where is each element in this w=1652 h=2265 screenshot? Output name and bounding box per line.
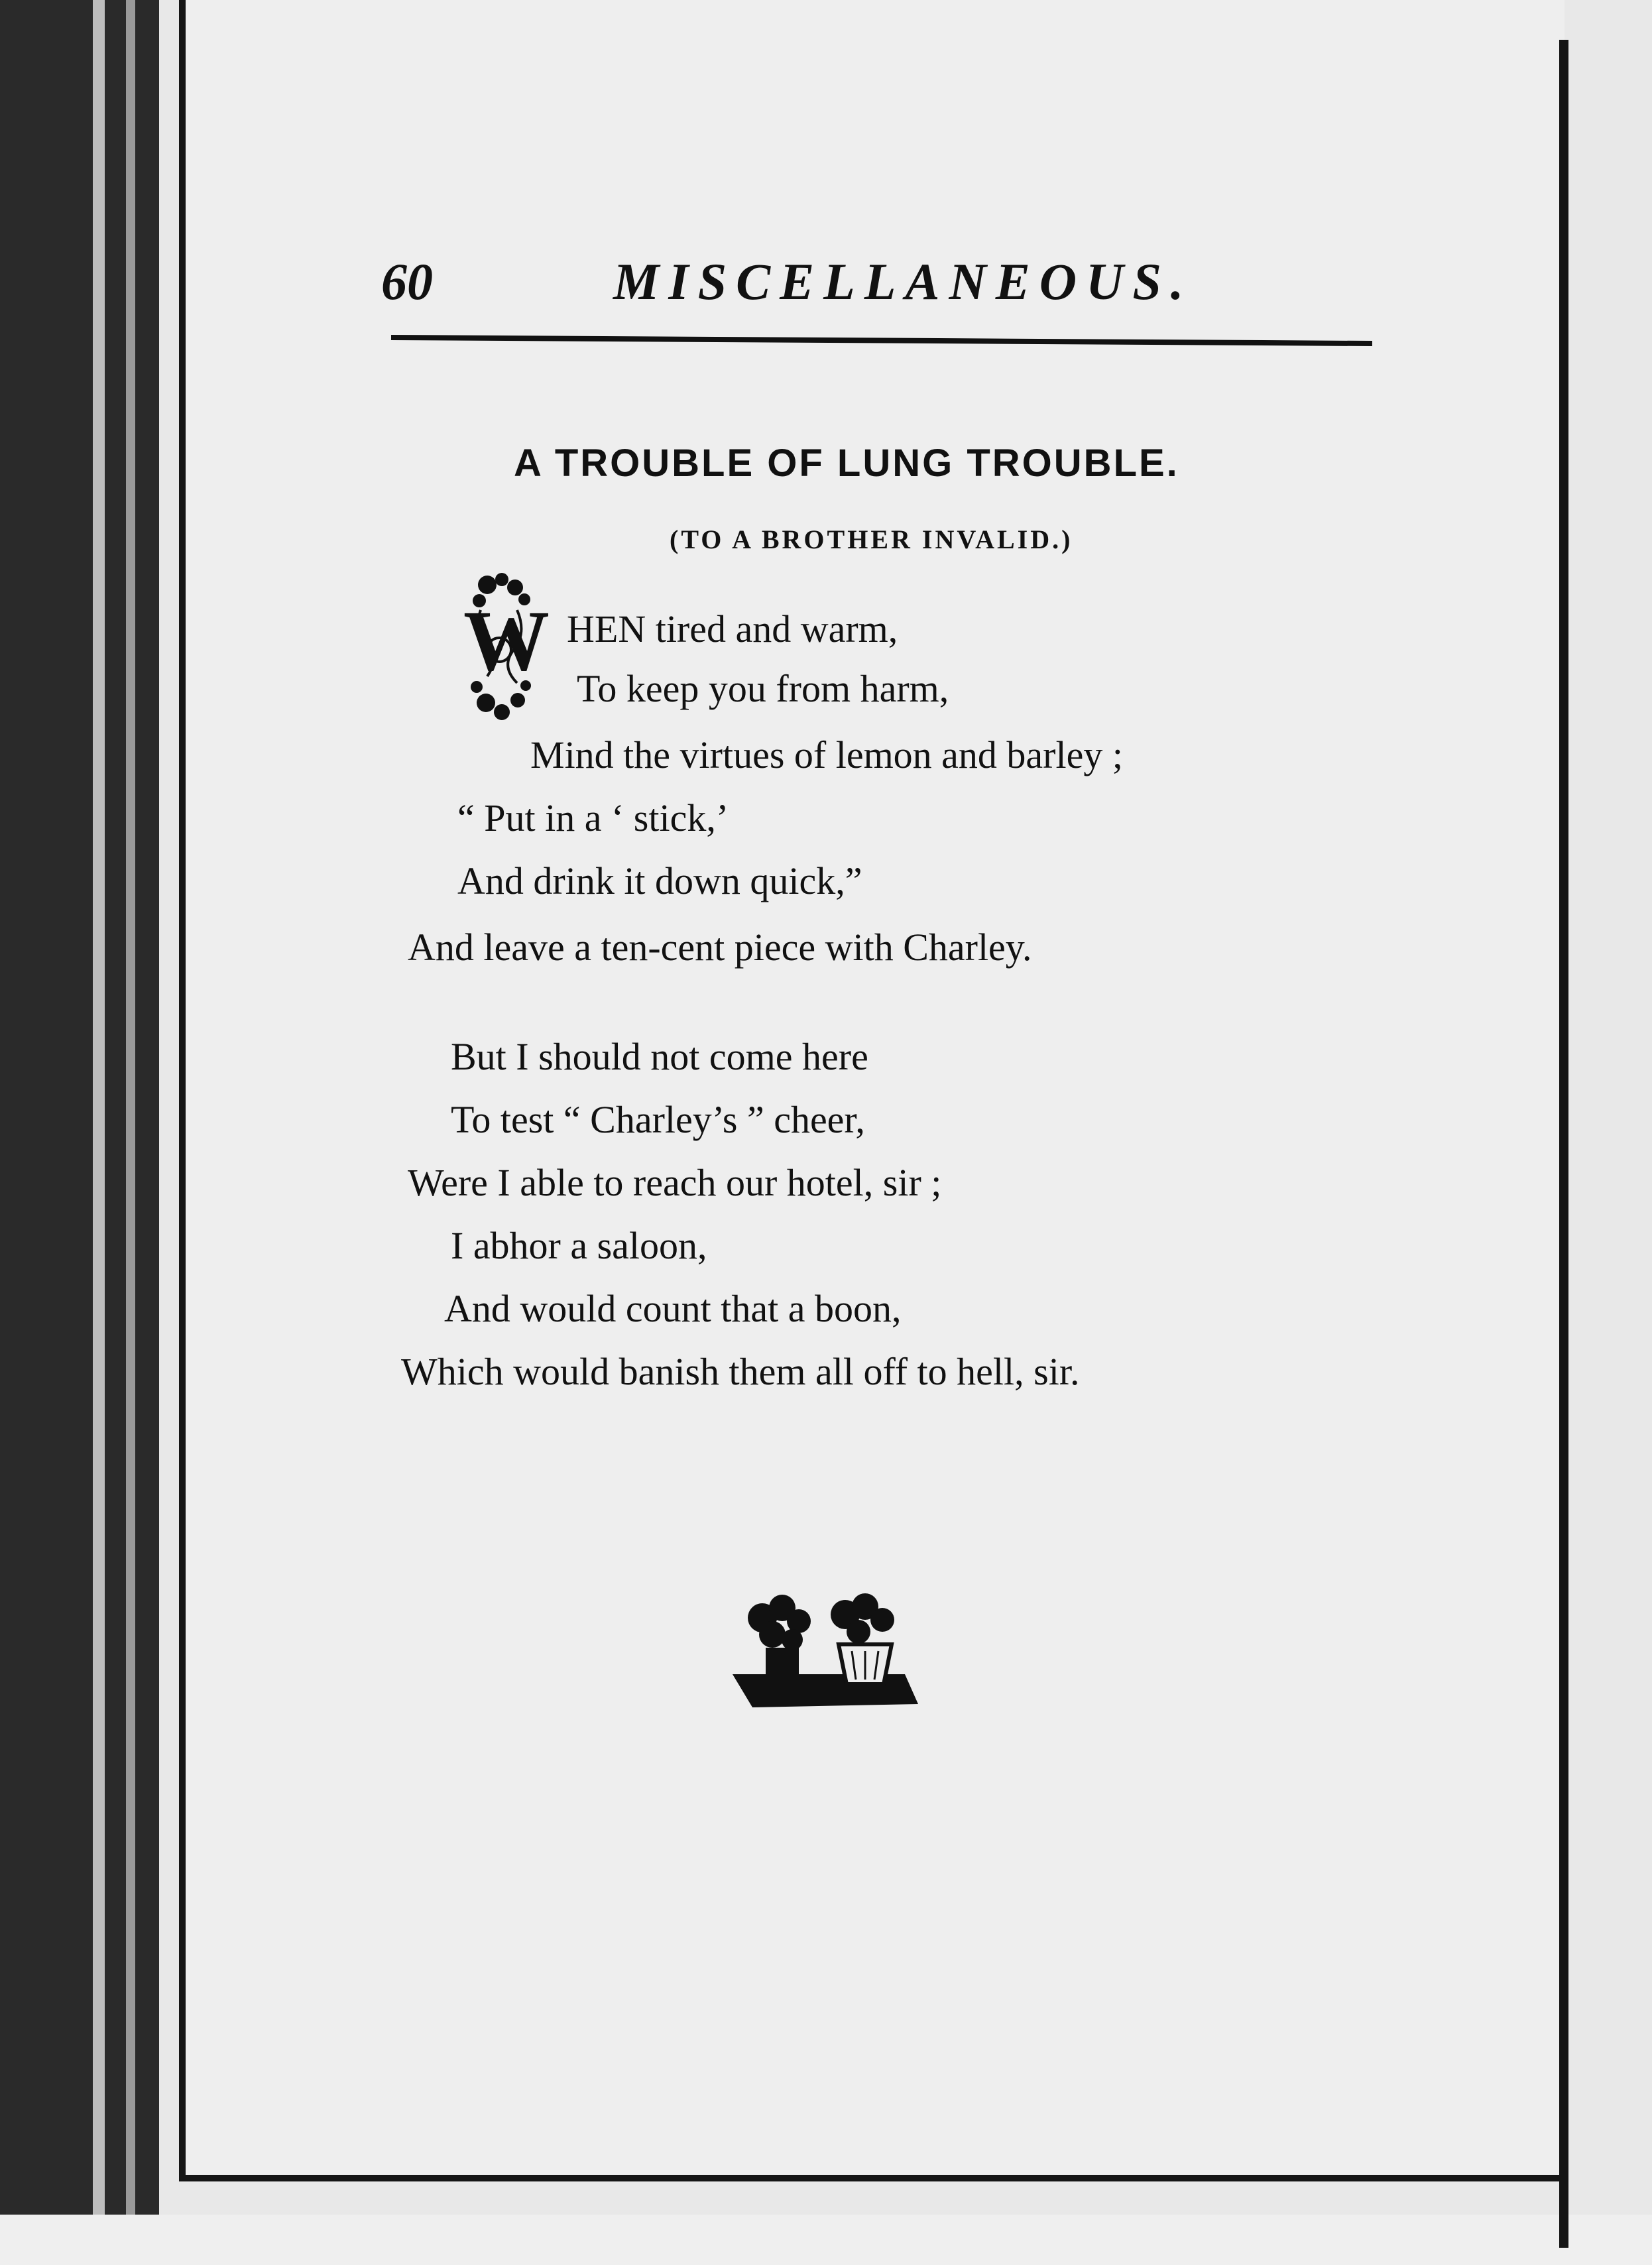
poem-line: To keep you from harm, [577, 667, 949, 710]
scan-background [0, 2215, 1652, 2265]
book-spine [0, 0, 159, 2265]
spine-edge-stripe [126, 0, 135, 2215]
poem-line: Were I able to reach our hotel, sir ; [408, 1161, 942, 1204]
page-header [381, 252, 1376, 318]
poem-line: And drink it down quick,” [457, 859, 862, 902]
poem-line: And leave a ten-cent piece with Charley. [408, 926, 1032, 969]
page-right-edge [1559, 40, 1568, 2248]
poem-dedication: (TO A BROTHER INVALID.) [670, 524, 1073, 554]
poem-line: And would count that a boon, [444, 1287, 902, 1330]
poem-line: But I should not come here [451, 1035, 868, 1078]
poem-line: To test “ Charley’s ” cheer, [451, 1098, 865, 1141]
poem-title: A TROUBLE OF LUNG TROUBLE. [514, 442, 1179, 485]
poem-line: Mind the virtues of lemon and barley ; [530, 733, 1123, 776]
flower-pots-tailpiece-icon [726, 1588, 925, 1727]
book-page [179, 0, 1564, 2181]
poem-line: Which would banish them all off to hell, sir. [401, 1350, 1080, 1393]
page-number: 60 [381, 253, 433, 310]
poem-line: HEN tired and warm, [567, 607, 898, 650]
spine-edge-stripe [93, 0, 105, 2215]
ornamental-initial-icon [461, 570, 550, 726]
poem-line: I abhor a saloon, [451, 1224, 707, 1267]
drop-cap-letter: W [463, 593, 550, 689]
running-head: MISCELLANEOUS. [613, 253, 1193, 310]
poem-line: “ Put in a ‘ stick,’ [457, 796, 729, 839]
